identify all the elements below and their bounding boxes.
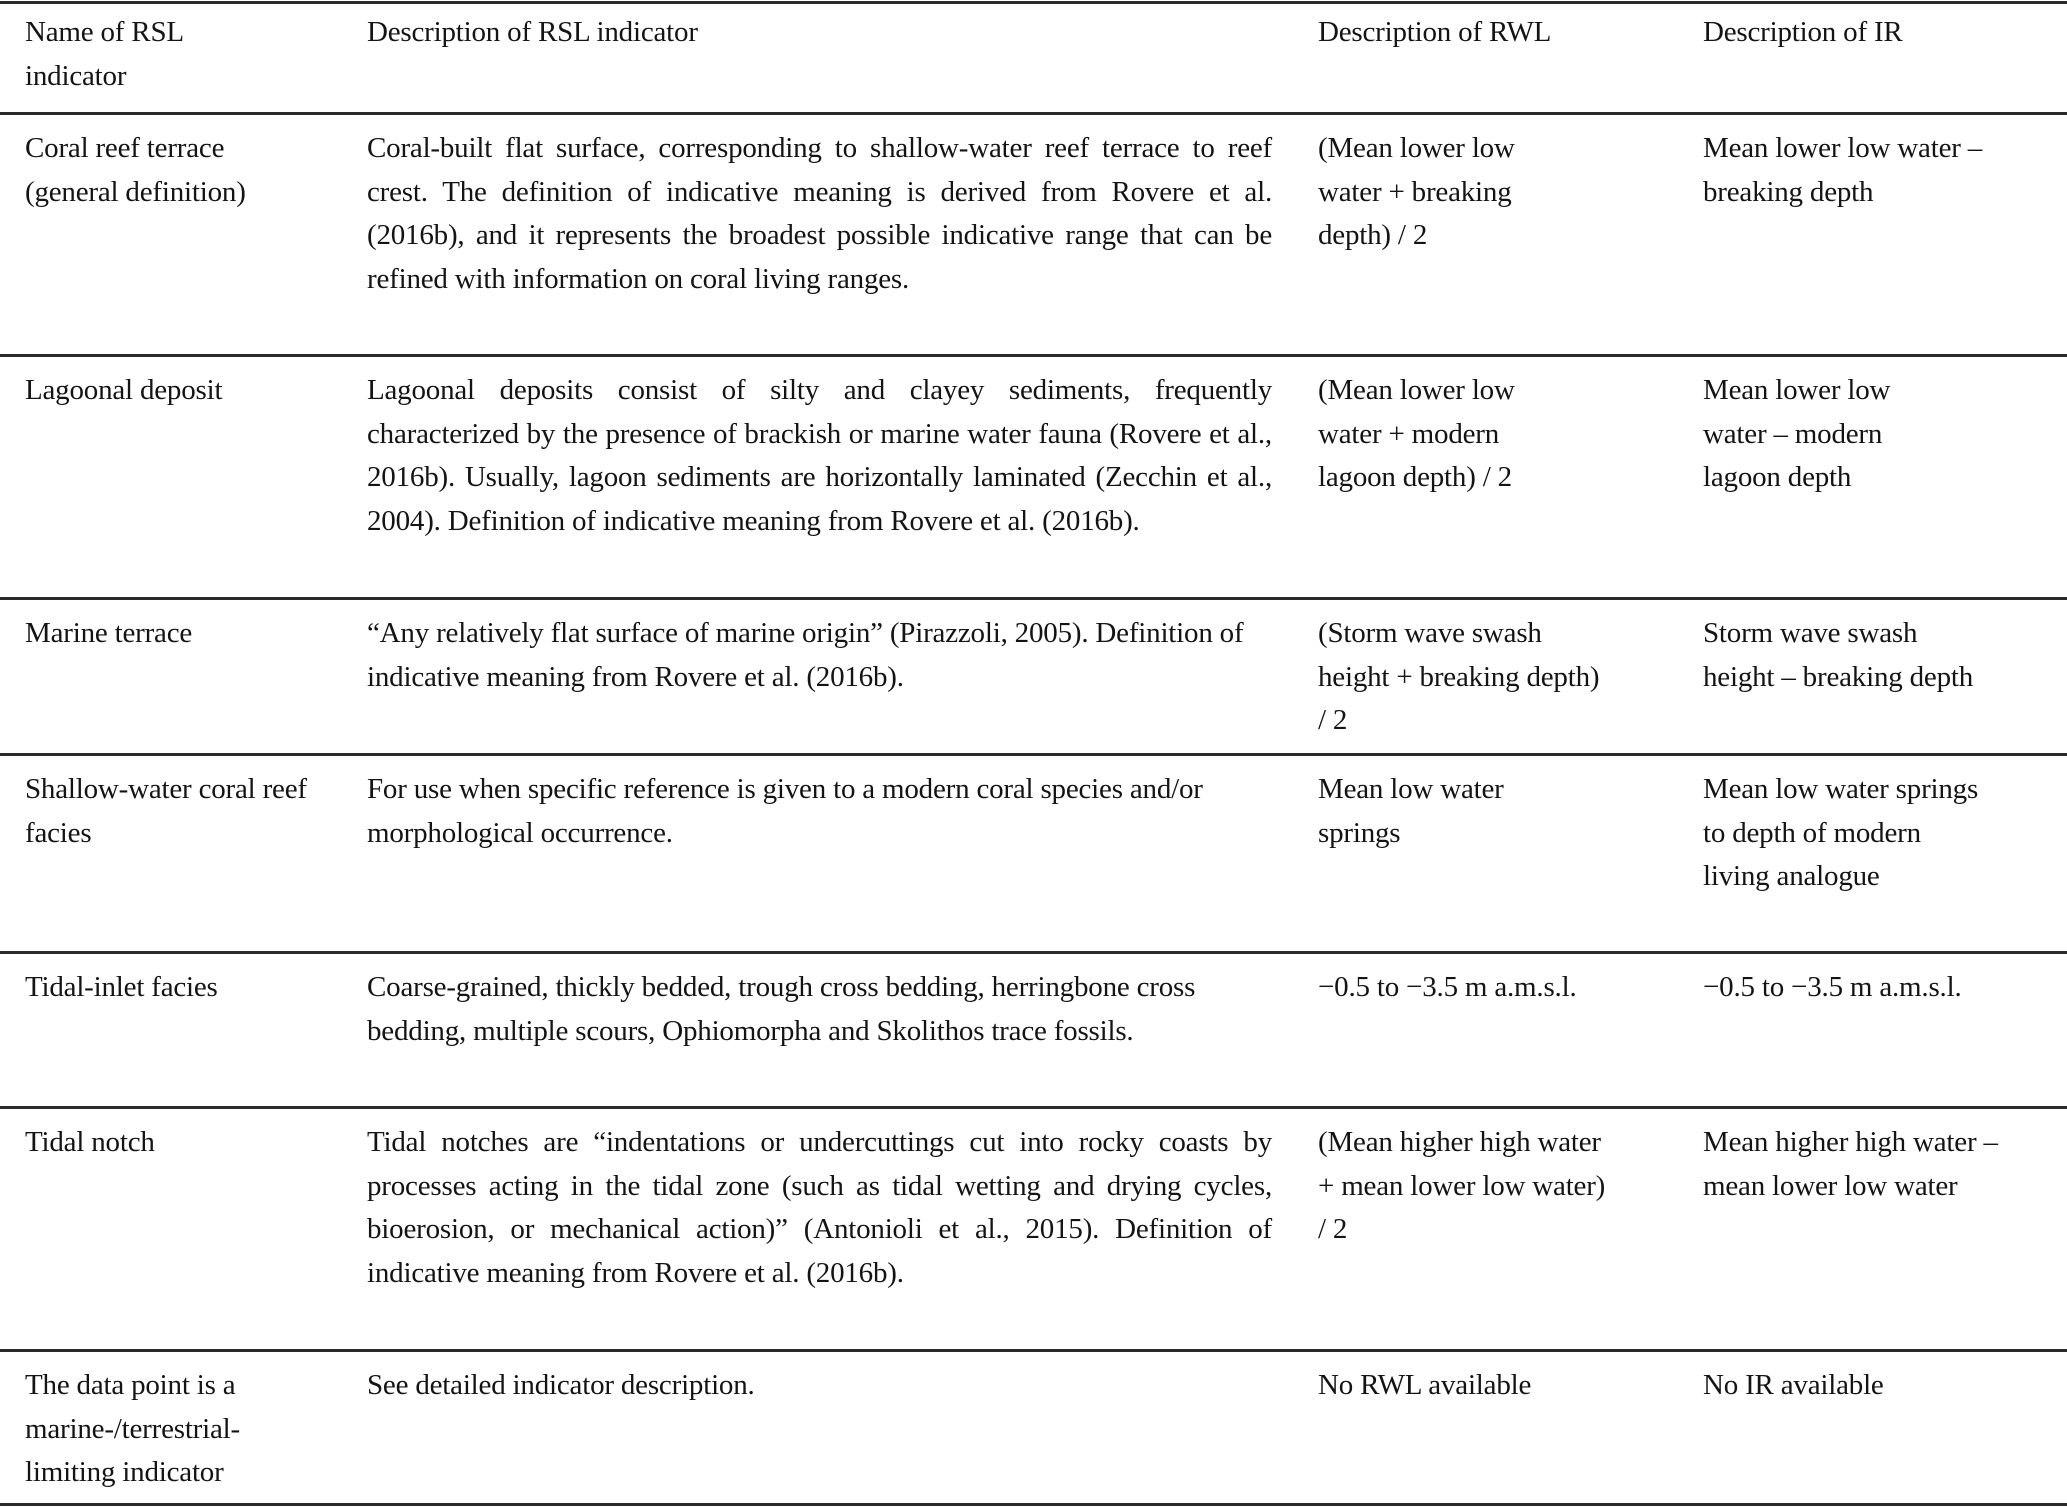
table-row <box>0 756 2067 951</box>
ir-description: −0.5 to −3.5 m a.m.s.l. <box>1703 971 1962 1003</box>
rsl-indicator-description: Coarse-grained, thickly bedded, trough cross bedding, herringbone cross bedding, multiple scours, Ophiomorpha and Skolithos trace fossils. <box>367 971 1196 1047</box>
table-row <box>0 1352 2067 1503</box>
rsl-indicator-name: Shallow-water coral reef facies <box>25 773 307 849</box>
rsl-indicator-description: Tidal notches are “indentations or undercuttings cut into rocky coasts by processes acting in the tidal zone (such as tidal wetting and drying cycles, bioerosion, or mechanical action)” (Antonioli et al., 2015). Definition of indicative meaning from Rovere et al. (2016b). <box>367 1126 1272 1289</box>
rsl-indicator-description: “Any relatively flat surface of marine origin” (Pirazzoli, 2005). Definition of indicative meaning from Rovere et al. (2016b). <box>367 617 1244 693</box>
table-bottom-rule <box>0 1503 2067 1506</box>
ir-description: Mean lower low water – breaking depth <box>1703 132 1983 208</box>
rwl-description: Mean low water springs <box>1318 773 1504 849</box>
rsl-indicator-name: Coral reef terrace (general definition) <box>25 132 246 208</box>
rwl-description: (Storm wave swash height + breaking depth) / 2 <box>1318 617 1600 736</box>
ir-description: Mean lower low water – modern lagoon depth <box>1703 374 1891 493</box>
rsl-indicator-description: See detailed indicator description. <box>367 1369 755 1401</box>
table-row <box>0 1109 2067 1349</box>
rsl-indicator-name: Marine terrace <box>25 617 193 649</box>
rwl-description: (Mean lower low water + breaking depth) / 2 <box>1318 132 1515 251</box>
rsl-indicator-name: Tidal notch <box>25 1126 155 1158</box>
rwl-description: No RWL available <box>1318 1369 1532 1401</box>
rsl-indicator-name: Tidal-inlet facies <box>25 971 218 1003</box>
header-description-of-rsl-indicator: Description of RSL indicator <box>367 16 698 48</box>
rsl-indicator-description: Lagoonal deposits consist of silty and clayey sediments, frequently characterized by the presence of brackish or marine water fauna (Rovere et al., 2016b). Usually, lagoon sediments are horizontally laminated (Zecchin et al., 2004). Definition of indicative meaning from Rovere et al. (2016b). <box>367 374 1272 537</box>
header-description-of-rwl: Description of RWL <box>1318 16 1552 48</box>
rsl-indicator-description: For use when specific reference is given to a modern coral species and/or morphological occurrence. <box>367 773 1203 849</box>
ir-description: Mean higher high water – mean lower low water <box>1703 1126 1998 1202</box>
rwl-description: (Mean lower low water + modern lagoon depth) / 2 <box>1318 374 1515 493</box>
ir-description: Storm wave swash height – breaking depth <box>1703 617 1974 693</box>
rwl-description: −0.5 to −3.5 m a.m.s.l. <box>1318 971 1577 1003</box>
rwl-description: (Mean higher high water + mean lower low water) / 2 <box>1318 1126 1606 1245</box>
table-row <box>0 357 2067 597</box>
table-row <box>0 600 2067 753</box>
rsl-indicator-name: The data point is a marine-/terrestrial-limiting indicator <box>25 1369 240 1488</box>
ir-description: Mean low water springs to depth of modern living analogue <box>1703 773 1979 892</box>
header-description-of-ir: Description of IR <box>1703 16 1903 48</box>
rsl-indicator-name: Lagoonal deposit <box>25 374 223 406</box>
table-header <box>0 3 2067 113</box>
rsl-indicator-description: Coral-built flat surface, corresponding to shallow-water reef terrace to reef crest. The definition of indicative meaning is derived from Rovere et al. (2016b), and it represents the broadest possible indicative range that can be refined with information on coral living ranges. <box>367 132 1272 295</box>
header-name-of-rsl-indicator: Name of RSL indicator <box>25 16 183 92</box>
table-row <box>0 954 2067 1106</box>
ir-description: No IR available <box>1703 1369 1884 1401</box>
table-row <box>0 115 2067 355</box>
